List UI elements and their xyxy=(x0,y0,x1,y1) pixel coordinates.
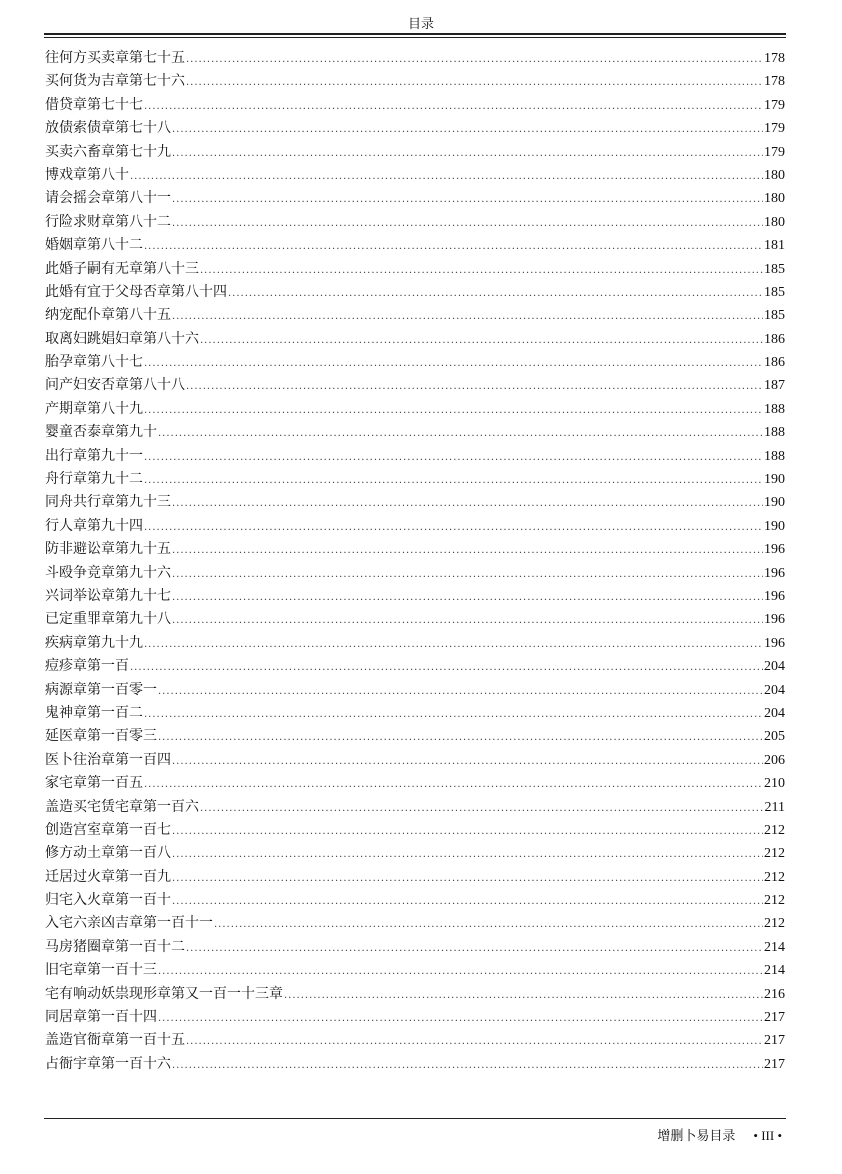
toc-entry-page: 186 xyxy=(764,331,785,347)
toc-entry-title: 迁居过火章第一百九 xyxy=(45,868,171,885)
toc-entry[interactable] xyxy=(45,725,785,748)
toc-entry-title: 同居章第一百十四 xyxy=(45,1009,157,1026)
toc-entry[interactable] xyxy=(45,398,785,421)
toc-entry[interactable] xyxy=(45,328,785,351)
toc-entry-title: 博戏章第八十 xyxy=(45,166,129,183)
toc-dot-leader xyxy=(158,1007,763,1030)
toc-entry-page: 204 xyxy=(764,705,785,721)
toc-entry-page: 196 xyxy=(764,612,785,628)
toc-entry-page: 186 xyxy=(764,355,785,371)
toc-entry-page: 180 xyxy=(764,191,785,207)
toc-entry-title: 创造宫室章第一百七 xyxy=(45,821,171,838)
toc-entry-title: 请会摇会章第八十一 xyxy=(45,190,171,207)
toc-entry-title: 婴童否泰章第九十 xyxy=(45,424,157,441)
toc-dot-leader xyxy=(284,984,763,1007)
toc-dot-leader xyxy=(144,703,763,726)
toc-entry[interactable] xyxy=(45,258,785,281)
toc-dot-leader xyxy=(228,282,763,305)
header-rule-thick xyxy=(44,33,786,35)
toc-dot-leader xyxy=(144,352,763,375)
toc-entry[interactable] xyxy=(45,187,785,210)
toc-dot-leader xyxy=(186,1030,763,1053)
toc-entry-page: 217 xyxy=(764,1010,785,1026)
header-rule-thin xyxy=(44,37,786,38)
toc-entry-page: 178 xyxy=(764,74,785,90)
toc-entry-page: 185 xyxy=(764,284,785,300)
toc-entry-title: 舟行章第九十二 xyxy=(45,471,143,488)
toc-entry-title: 纳宠配仆章第八十五 xyxy=(45,307,171,324)
toc-entry-page: 217 xyxy=(764,1033,785,1049)
toc-entry-title: 行险求财章第八十二 xyxy=(45,213,171,230)
toc-entry[interactable] xyxy=(45,1053,785,1076)
toc-entry-page: 204 xyxy=(764,659,785,675)
toc-entry-page: 214 xyxy=(764,939,785,955)
toc-entry-title: 放债索债章第七十八 xyxy=(45,120,171,137)
toc-entry[interactable] xyxy=(45,211,785,234)
toc-entry[interactable] xyxy=(45,608,785,631)
toc-entry-page: 180 xyxy=(764,214,785,230)
toc-entry-title: 家宅章第一百五 xyxy=(45,775,143,792)
toc-entry-title: 延医章第一百零三 xyxy=(45,728,157,745)
toc-entry-page: 190 xyxy=(764,472,785,488)
toc-dot-leader xyxy=(172,212,763,235)
toc-entry[interactable] xyxy=(45,842,785,865)
toc-entry[interactable] xyxy=(45,281,785,304)
table-of-contents xyxy=(45,47,785,1076)
toc-dot-leader xyxy=(144,446,763,469)
toc-entry-title: 同舟共行章第九十三 xyxy=(45,494,171,511)
toc-dot-leader xyxy=(172,563,763,586)
toc-entry-title: 行人章第九十四 xyxy=(45,517,143,534)
toc-entry[interactable] xyxy=(45,749,785,772)
toc-entry-title: 入宅六亲凶吉章第一百十一 xyxy=(45,915,213,932)
toc-entry[interactable] xyxy=(45,515,785,538)
toc-entry[interactable] xyxy=(45,164,785,187)
toc-entry-title: 宅有响动妖祟现形章第又一百一十三章 xyxy=(45,985,283,1002)
toc-entry-title: 马房猪圈章第一百十二 xyxy=(45,938,185,955)
toc-entry[interactable] xyxy=(45,445,785,468)
toc-dot-leader xyxy=(144,399,763,422)
toc-entry-page: 212 xyxy=(764,846,785,862)
toc-dot-leader xyxy=(172,142,763,165)
toc-entry-title: 兴词举讼章第九十七 xyxy=(45,587,171,604)
toc-entry[interactable] xyxy=(45,655,785,678)
footer-book-title: 增删卜易目录 xyxy=(657,1129,736,1144)
toc-entry[interactable] xyxy=(45,632,785,655)
toc-entry-title: 盖造官衙章第一百十五 xyxy=(45,1032,185,1049)
toc-entry-title: 问产妇安否章第八十八 xyxy=(45,377,185,394)
toc-entry[interactable] xyxy=(45,468,785,491)
toc-dot-leader xyxy=(172,843,763,866)
toc-dot-leader xyxy=(186,375,763,398)
toc-dot-leader xyxy=(172,118,763,141)
toc-entry-title: 胎孕章第八十七 xyxy=(45,354,143,371)
toc-entry[interactable] xyxy=(45,94,785,117)
toc-entry-page: 212 xyxy=(764,869,785,885)
toc-dot-leader xyxy=(158,422,763,445)
toc-dot-leader xyxy=(172,890,763,913)
toc-entry-title: 买何货为吉章第七十六 xyxy=(45,73,185,90)
toc-entry-title: 此婚子嗣有无章第八十三 xyxy=(45,260,199,277)
toc-dot-leader xyxy=(144,773,763,796)
toc-dot-leader xyxy=(172,1054,763,1077)
toc-entry-title: 旧宅章第一百十三 xyxy=(45,962,157,979)
toc-entry-page: 216 xyxy=(764,986,785,1002)
toc-entry-page: 196 xyxy=(764,588,785,604)
toc-dot-leader xyxy=(172,188,763,211)
toc-entry-page: 178 xyxy=(764,51,785,66)
toc-dot-leader xyxy=(158,960,763,983)
toc-entry[interactable] xyxy=(45,866,785,889)
toc-entry-title: 产期章第八十九 xyxy=(45,400,143,417)
toc-entry-page: 188 xyxy=(764,448,785,464)
toc-dot-leader xyxy=(200,329,763,352)
toc-entry-page: 204 xyxy=(764,682,785,698)
toc-dot-leader xyxy=(186,71,763,94)
toc-entry[interactable] xyxy=(45,889,785,912)
toc-dot-leader xyxy=(172,820,763,843)
footer-rule xyxy=(44,1118,786,1119)
toc-dot-leader xyxy=(172,750,763,773)
toc-entry[interactable] xyxy=(45,117,785,140)
toc-entry-page: 185 xyxy=(764,308,785,324)
toc-entry[interactable] xyxy=(45,936,785,959)
toc-entry-title: 疾病章第九十九 xyxy=(45,634,143,651)
toc-entry[interactable] xyxy=(45,585,785,608)
toc-entry-page: 187 xyxy=(764,378,785,394)
toc-entry[interactable] xyxy=(45,679,785,702)
toc-entry-title: 盖造买宅赁宅章第一百六 xyxy=(45,798,199,815)
toc-entry[interactable] xyxy=(45,421,785,444)
toc-entry[interactable] xyxy=(45,70,785,93)
toc-dot-leader xyxy=(144,235,763,258)
toc-entry[interactable] xyxy=(45,772,785,795)
toc-entry[interactable] xyxy=(45,912,785,935)
toc-dot-leader xyxy=(172,867,763,890)
toc-entry-title: 买卖六畜章第七十九 xyxy=(45,143,171,160)
toc-dot-leader xyxy=(144,95,763,118)
toc-entry-page: 196 xyxy=(764,565,785,581)
toc-entry[interactable] xyxy=(45,819,785,842)
toc-entry-title: 已定重罪章第九十八 xyxy=(45,611,171,628)
toc-entry-title: 占衙宇章第一百十六 xyxy=(45,1055,171,1072)
toc-dot-leader xyxy=(144,633,763,656)
toc-entry-page: 210 xyxy=(764,776,785,792)
toc-dot-leader xyxy=(158,726,763,749)
toc-dot-leader xyxy=(158,680,763,703)
toc-entry-page: 179 xyxy=(764,97,785,113)
toc-entry[interactable] xyxy=(45,1029,785,1052)
toc-entry-title: 鬼神章第一百二 xyxy=(45,704,143,721)
toc-entry-title: 防非避讼章第九十五 xyxy=(45,541,171,558)
toc-entry[interactable] xyxy=(45,1006,785,1029)
toc-entry-page: 188 xyxy=(764,401,785,417)
toc-entry-title: 取离妇跳娼妇章第八十六 xyxy=(45,330,199,347)
toc-entry-title: 病源章第一百零一 xyxy=(45,681,157,698)
page-footer xyxy=(657,1125,782,1144)
toc-entry-page: 206 xyxy=(764,752,785,768)
toc-entry[interactable] xyxy=(45,796,785,819)
toc-dot-leader xyxy=(172,305,763,328)
toc-entry[interactable] xyxy=(45,234,785,257)
toc-dot-leader xyxy=(144,516,763,539)
page-header-title: 目录 xyxy=(407,17,434,32)
toc-entry-title: 婚姻章第八十二 xyxy=(45,237,143,254)
toc-entry-page: 196 xyxy=(764,542,785,558)
toc-dot-leader xyxy=(186,937,763,960)
toc-entry-title: 斗殴争竞章第九十六 xyxy=(45,564,171,581)
toc-entry-page: 188 xyxy=(764,425,785,441)
toc-entry-page: 212 xyxy=(764,822,785,838)
toc-entry-title: 痘疹章第一百 xyxy=(45,658,129,675)
toc-entry[interactable] xyxy=(45,702,785,725)
toc-entry[interactable] xyxy=(45,351,785,374)
toc-entry[interactable] xyxy=(45,959,785,982)
toc-entry-page: 181 xyxy=(764,238,785,254)
toc-entry-page: 180 xyxy=(764,167,785,183)
toc-dot-leader xyxy=(172,492,763,515)
toc-entry-page: 217 xyxy=(764,1056,785,1072)
toc-entry[interactable] xyxy=(45,374,785,397)
toc-entry-title: 修方动土章第一百八 xyxy=(45,845,171,862)
footer-page-number: • III • xyxy=(753,1128,782,1143)
toc-dot-leader xyxy=(200,797,764,820)
toc-entry-title: 医卜往治章第一百四 xyxy=(45,751,171,768)
toc-entry-page: 190 xyxy=(764,518,785,534)
toc-dot-leader xyxy=(172,539,763,562)
toc-entry-title: 出行章第九十一 xyxy=(45,447,143,464)
toc-dot-leader xyxy=(186,48,763,71)
toc-entry-page: 212 xyxy=(764,893,785,909)
toc-entry-page: 196 xyxy=(764,635,785,651)
toc-entry[interactable] xyxy=(45,983,785,1006)
toc-dot-leader xyxy=(130,656,763,679)
toc-dot-leader xyxy=(214,913,763,936)
toc-dot-leader xyxy=(144,469,763,492)
toc-entry-page: 185 xyxy=(764,261,785,277)
toc-entry[interactable] xyxy=(45,562,785,585)
toc-entry-page: 211 xyxy=(764,799,785,815)
toc-dot-leader xyxy=(172,609,763,632)
toc-entry-title: 往何方买卖章第七十五 xyxy=(45,50,185,66)
toc-entry-page: 179 xyxy=(764,144,785,160)
toc-entry[interactable] xyxy=(45,47,785,70)
toc-entry-page: 212 xyxy=(764,916,785,932)
toc-entry[interactable] xyxy=(45,491,785,514)
toc-entry-page: 190 xyxy=(764,495,785,511)
toc-entry-title: 借贷章第七十七 xyxy=(45,96,143,113)
toc-entry-page: 179 xyxy=(764,121,785,137)
toc-entry-page: 214 xyxy=(764,963,785,979)
toc-dot-leader xyxy=(130,165,763,188)
toc-entry[interactable] xyxy=(45,304,785,327)
toc-entry[interactable] xyxy=(45,538,785,561)
toc-entry-title: 归宅入火章第一百十 xyxy=(45,892,171,909)
toc-dot-leader xyxy=(172,586,763,609)
toc-entry[interactable] xyxy=(45,141,785,164)
toc-dot-leader xyxy=(200,259,763,282)
toc-entry-title: 此婚有宜于父母否章第八十四 xyxy=(45,283,227,300)
toc-entry-page: 205 xyxy=(764,729,785,745)
